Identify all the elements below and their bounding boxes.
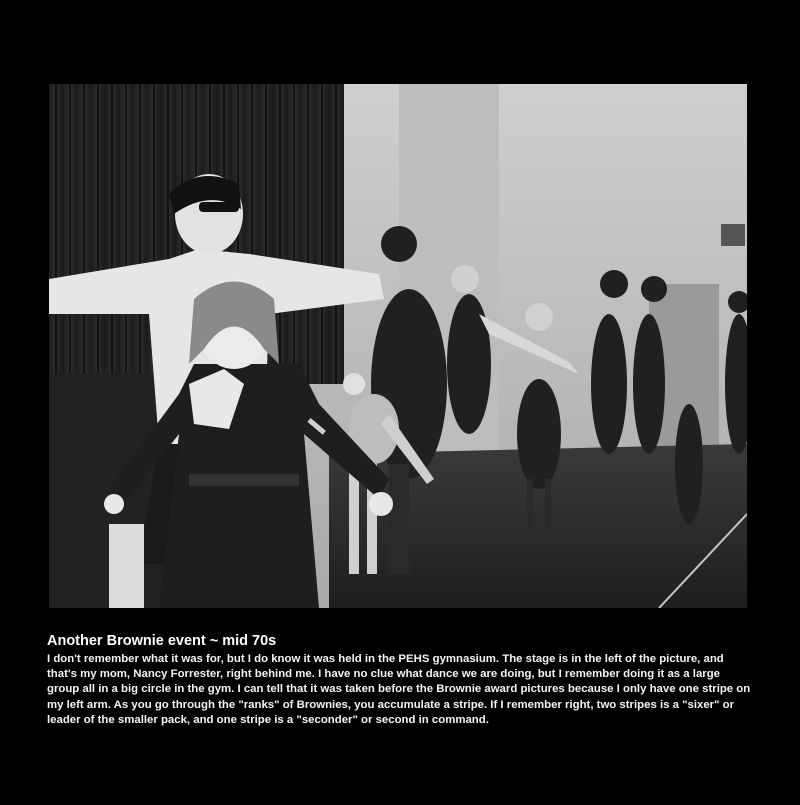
uniform-belt xyxy=(189,474,299,486)
caption-body: I don't remember what it was for, but I do know it was held in the PEHS gymnasium. The stage is in the left of the picture, and that's my mom, Nancy Forrester, right behind me. I have no clue what dance we are doing, but I remember doing it as a large group all in a big circle in the gym. I can tell that it was taken before the Brownie award pictures because I only have one stripe on my left arm. As you go through the "ranks" of Brownies, you accumulate a stripe. If I remember right, two stripes is a "sixer" or leader of the smaller pack, and one stripe is a "seconder" or second in command. xyxy=(47,653,751,726)
wall-vent xyxy=(721,224,745,246)
black-and-white-photo xyxy=(49,84,747,608)
photo-illustration xyxy=(49,84,747,608)
caption-title: Another Brownie event ~ mid 70s xyxy=(47,633,277,649)
photo-caption xyxy=(47,633,753,728)
